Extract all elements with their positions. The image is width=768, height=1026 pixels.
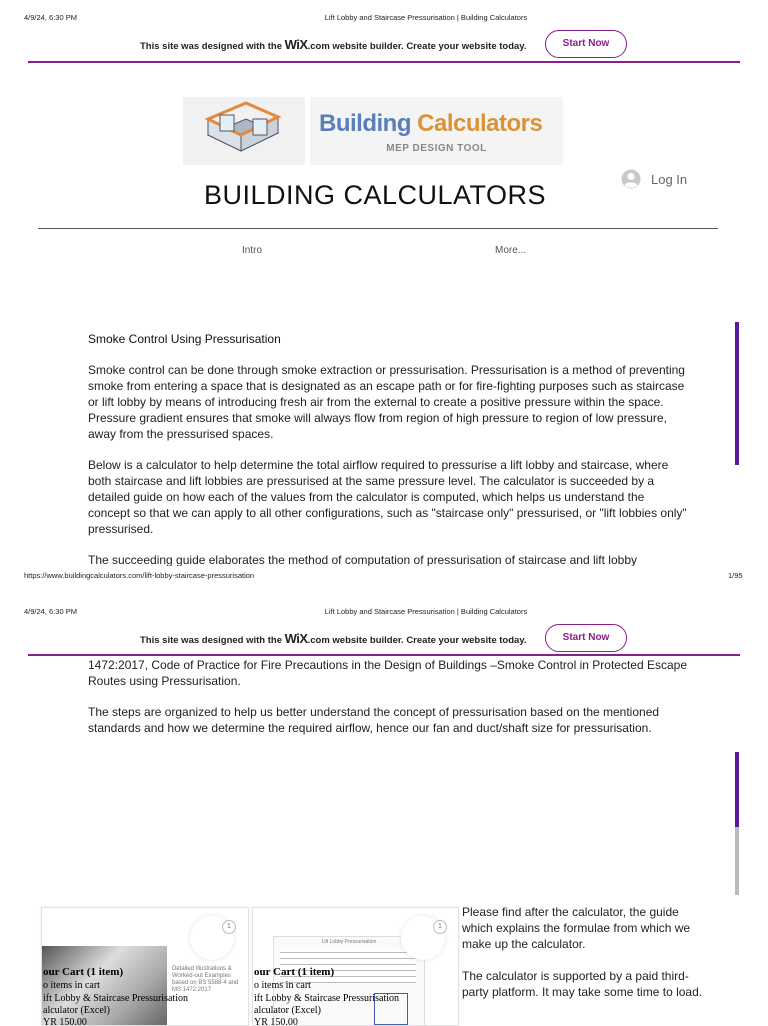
cart-title-1: our Cart (1 item) bbox=[43, 966, 124, 978]
print-datetime: 4/9/24, 6:30 PM bbox=[24, 13, 77, 22]
cart-title-2: our Cart (1 item) bbox=[254, 966, 335, 978]
login-label: Log In bbox=[651, 171, 688, 187]
nav-item-intro[interactable]: Intro bbox=[242, 245, 263, 256]
cart-line-2d: YR 150.00 bbox=[254, 1017, 298, 1026]
wix-banner bbox=[140, 37, 527, 52]
scroll-indicator-2 bbox=[735, 752, 739, 827]
logo-text-calculators: Calculators bbox=[417, 110, 543, 137]
wix-banner-2 bbox=[140, 631, 527, 646]
wix-logo: WiX bbox=[284, 37, 308, 52]
cart-line-1d: YR 150.00 bbox=[43, 1017, 87, 1026]
login-link[interactable] bbox=[621, 169, 687, 189]
user-avatar-icon bbox=[621, 169, 641, 189]
paragraph-1: Smoke control can be done through smoke extraction or pressurisation. Pressurisation is a method of preventing smoke from entering a space that is designated as an escape path or for fire-fighting purposes such as staircase or lift lobby by means of introducing fresh air from the external to create a positive pressure within the space. Pressure gradient ensures that smoke will always flow from region of high pressure to region of low pressure, away from the pressurised spaces. bbox=[88, 363, 685, 441]
building-logo-image bbox=[183, 97, 305, 165]
banner-divider bbox=[28, 61, 740, 63]
brand-logo-text bbox=[310, 97, 563, 165]
scroll-track bbox=[735, 827, 739, 895]
product-card-2[interactable] bbox=[252, 907, 459, 1026]
cart-line-2c: alculator (Excel) bbox=[254, 1005, 321, 1016]
cart-line-1b: ift Lobby & Staircase Pressurisation bbox=[43, 993, 188, 1004]
product-caption-2: Lift Lobby Pressurisation bbox=[321, 939, 377, 945]
wix-banner-text: This site was designed with the bbox=[140, 41, 285, 52]
cart-line-2b: ift Lobby & Staircase Pressurisation bbox=[254, 993, 399, 1004]
wix-banner-text-after: .com website builder. Create your website today. bbox=[307, 41, 527, 52]
wix-logo-2: WiX bbox=[284, 631, 308, 646]
logo-tagline: MEP DESIGN TOOL bbox=[386, 143, 487, 154]
nav-item-more[interactable]: More... bbox=[495, 245, 527, 256]
building-icon bbox=[183, 97, 305, 165]
cart-count-badge-1: 1 bbox=[222, 920, 236, 934]
cart-line-1a: o items in cart bbox=[43, 980, 100, 991]
start-now-button-2[interactable]: Start Now bbox=[545, 624, 627, 652]
print-title: Lift Lobby and Staircase Pressurisation | Building Calculators bbox=[324, 13, 528, 22]
scroll-indicator bbox=[735, 322, 739, 465]
paragraph-3: The succeeding guide elaborates the method of computation of pressurisation of staircase and lift lobby bbox=[88, 553, 637, 566]
side-paragraph-2: The calculator is supported by a paid third-party platform. It may take some time to load. bbox=[462, 969, 703, 999]
print-datetime-2: 4/9/24, 6:30 PM bbox=[24, 607, 77, 616]
section-heading: Smoke Control Using Pressurisation bbox=[88, 332, 281, 346]
logo-text-building: Building bbox=[319, 110, 418, 137]
print-footer-page: 1/95 bbox=[728, 571, 743, 580]
cart-count-badge-2: 1 bbox=[433, 920, 447, 934]
banner-divider-2 bbox=[28, 654, 740, 656]
side-paragraph-1: Please find after the calculator, the guide which explains the formulae from which we make up the calculator. bbox=[462, 905, 691, 951]
start-now-button[interactable]: Start Now bbox=[545, 30, 627, 58]
site-title: BUILDING CALCULATORS bbox=[203, 180, 547, 210]
product-card-1[interactable] bbox=[41, 907, 249, 1026]
paragraph-steps: The steps are organized to help us better understand the concept of pressurisation based on the mentioned standards and how we determine the required airflow, hence our fan and duct/shaft size for pressurisation. bbox=[88, 705, 660, 735]
header-divider bbox=[38, 228, 718, 229]
paragraph-ms1472: 1472:2017, Code of Practice for Fire Precautions in the Design of Buildings –Smoke Control in Protected Escape Routes using Pressurisation. bbox=[88, 658, 687, 688]
cart-line-1c: alculator (Excel) bbox=[43, 1005, 110, 1016]
cart-line-2a: o items in cart bbox=[254, 980, 311, 991]
product-caption-1: Detailed Illustrations & Worked-out Examples based on BS 5588-4 and MS 1472:2017 bbox=[172, 966, 239, 993]
print-footer-url: https://www.buildingcalculators.com/lift-lobby-staircase-pressurisation bbox=[24, 571, 255, 580]
wix-banner-text-after-2: .com website builder. Create your website today. bbox=[307, 635, 527, 646]
wix-banner-text-2: This site was designed with the bbox=[140, 635, 285, 646]
paragraph-2: Below is a calculator to help determine the total airflow required to pressurise a lift lobby and staircase, where both staircase and lift lobbies are pressurised at the same pressure level. The calculator is succeeded by a detailed guide on how each of the values from the calculator is computed, which helps us understand the concept so that we can apply to all other configurations, such as "staircase only" pressurised, or "lift lobbies only" pressurised. bbox=[88, 458, 687, 536]
print-title-2: Lift Lobby and Staircase Pressurisation | Building Calculators bbox=[324, 607, 528, 616]
